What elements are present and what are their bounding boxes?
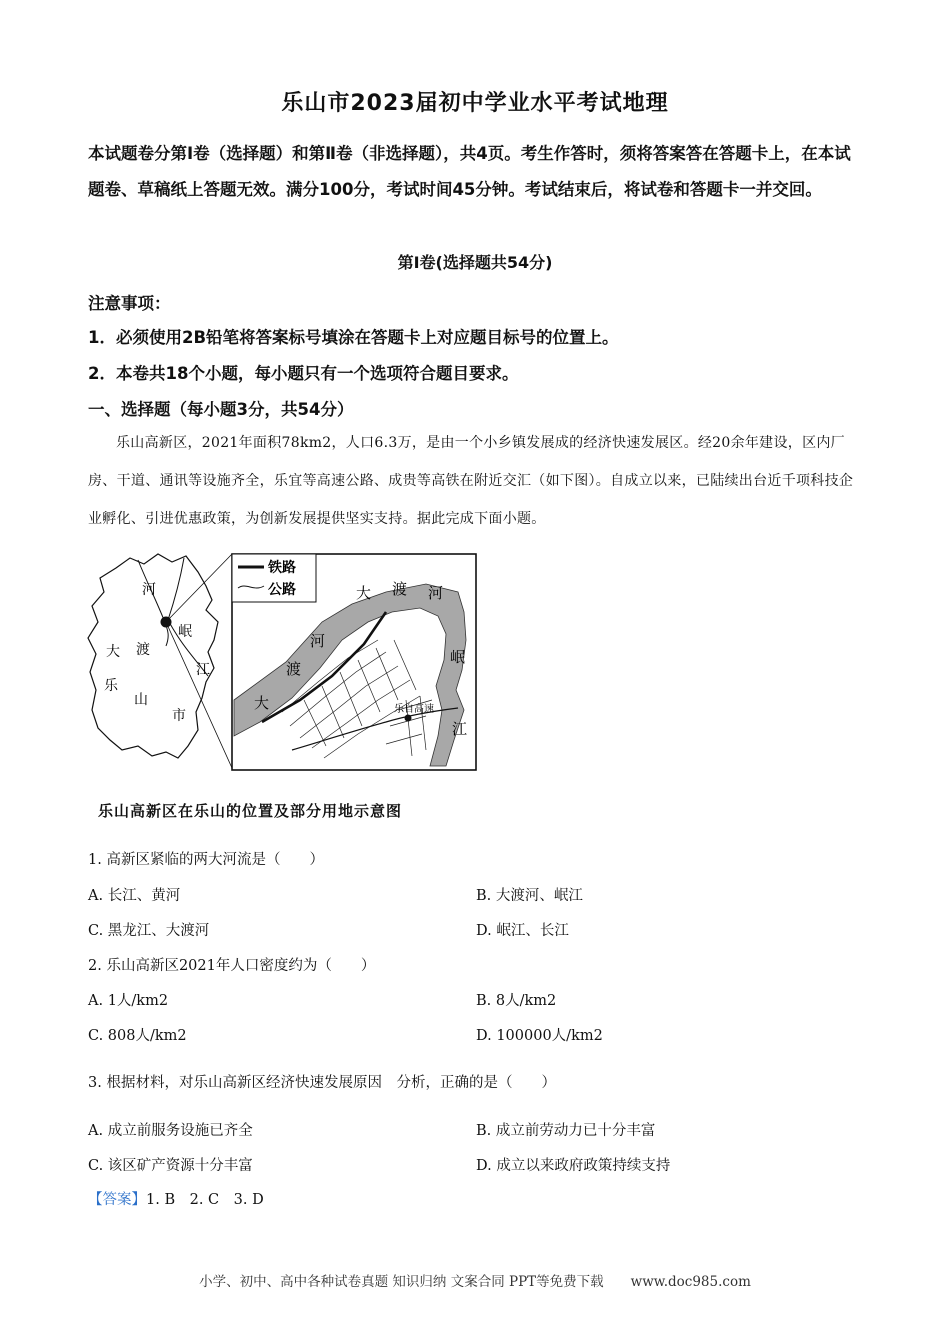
- intro-paragraph: 本试题卷分第Ⅰ卷（选择题）和第Ⅱ卷（非选择题），共4页。考生作答时，须将答案答在答题卡上，在本试题卷、草稿纸上答题无效。满分100分，考试时间45分钟。考试结束后，将试卷和答题卡一并交回。: [88, 144, 851, 199]
- figure-caption: 乐山高新区在乐山的位置及部分用地示意图: [98, 802, 403, 820]
- notice-label: 注意事项：: [88, 294, 171, 313]
- map-label: 江: [196, 662, 210, 678]
- option-d[interactable]: D. 成立以来政府政策持续支持: [476, 1158, 671, 1174]
- option-c[interactable]: C. 黑龙江、大渡河: [88, 923, 210, 939]
- notice-item-1: 1．必须使用2B铅笔将答案标号填涂在答题卡上对应题目标号的位置上。: [88, 328, 619, 347]
- option-a[interactable]: A. 长江、黄河: [88, 888, 181, 904]
- location-map-figure: [86, 550, 478, 772]
- map-label: 大: [106, 644, 120, 660]
- page-title: 乐山市2023届初中学业水平考试地理: [281, 91, 669, 116]
- legend-rail-label: 铁路: [268, 560, 296, 576]
- material-paragraph: 乐山高新区，2021年面积78km2，人口6.3万，是由一个小乡镇发展成的经济快速发展区。经20余年建设，区内厂房、干道、通讯等设施齐全，乐宜等高速公路、成贵等高铁在附近交汇（如下图）。自成立以来，已陆续出台近千项科技企业孵化、引进优惠政策，为创新发展提供坚实支持。据此完成下面小题。: [88, 435, 854, 527]
- map-label: 河: [310, 632, 326, 650]
- map-label: 乐: [104, 678, 118, 694]
- map-label: 渡: [136, 642, 150, 658]
- page-footer: 小学、初中、高中各种试卷真题 知识归纳 文案合同 PPT等免费下载 www.doc985.com: [199, 1274, 751, 1290]
- map-label: 江: [452, 720, 468, 738]
- map-label: 渡: [286, 660, 302, 678]
- part-heading: 一、选择题（每小题3分，共54分）: [88, 400, 354, 419]
- option-a[interactable]: A. 1人/km2: [88, 993, 169, 1009]
- interchange-marker: [405, 715, 412, 722]
- section-heading: 第Ⅰ卷(选择题共54分): [397, 253, 553, 272]
- map-label: 市: [172, 708, 186, 724]
- question-stem: 3. 根据材料，对乐山高新区经济快速发展原因 分析，正确的是（ ）: [88, 1075, 556, 1091]
- answer-line: [88, 1188, 264, 1209]
- map-label: 河: [428, 584, 444, 602]
- question-stem: 1. 高新区紧临的两大河流是（ ）: [88, 852, 324, 868]
- map-label: 岷: [178, 624, 192, 640]
- option-d[interactable]: D. 岷江、长江: [476, 923, 569, 939]
- notice-item-2: 2．本卷共18个小题，每小题只有一个选项符合题目要求。: [88, 364, 519, 383]
- map-label: 大: [254, 694, 270, 712]
- question-stem: 2. 乐山高新区2021年人口密度约为（ ）: [88, 958, 376, 974]
- option-b[interactable]: B. 大渡河、岷江: [476, 888, 583, 904]
- map-label: 河: [142, 582, 156, 598]
- option-c[interactable]: C. 该区矿产资源十分丰富: [88, 1158, 253, 1174]
- answer-tag: 【答案】: [88, 1192, 146, 1208]
- option-b[interactable]: B. 成立前劳动力已十分丰富: [476, 1123, 656, 1139]
- option-c[interactable]: C. 808人/km2: [88, 1028, 187, 1044]
- map-label: 山: [134, 692, 148, 708]
- option-d[interactable]: D. 100000人/km2: [476, 1028, 603, 1044]
- map-label: 大: [356, 584, 372, 602]
- map-label: 岷: [450, 648, 466, 666]
- option-b[interactable]: B. 8人/km2: [476, 993, 557, 1009]
- answer-text: 1. B 2. C 3. D: [146, 1192, 264, 1208]
- road-label: 乐自高速: [394, 704, 434, 715]
- map-label: 渡: [392, 580, 408, 598]
- option-a[interactable]: A. 成立前服务设施已齐全: [88, 1123, 253, 1139]
- legend-road-label: 公路: [268, 582, 296, 598]
